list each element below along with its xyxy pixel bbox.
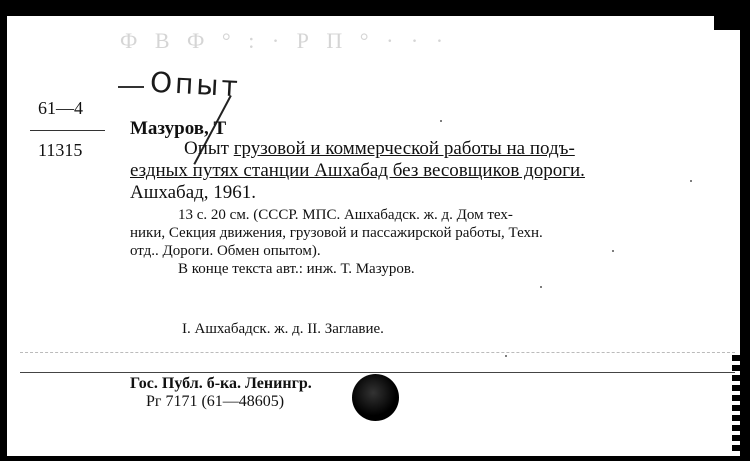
shelf-mark: 61—4 [38,98,83,118]
scan-border-bottom [0,456,750,461]
title-line-3: Ашхабад, 1961. [130,182,257,203]
author-heading: Мазуров, Т [130,118,227,139]
library-name: Гос. Публ. б-ка. Ленингр. [130,375,312,392]
bleed-through-text: Ф В Ф ° : · Р П ° · · · [120,28,450,53]
description-line-4: В конце текста авт.: инж. Т. Мазуров. [178,261,415,277]
scan-speck [612,250,614,252]
description-line-2: ники, Секция движения, грузовой и пассажирской работы, Техн. [130,225,543,241]
title-underlined: грузовой и коммерческой работы на подъ- [233,138,575,159]
scan-border-left [0,0,7,461]
scan-speck [540,286,542,288]
footer-rule [20,372,735,373]
handwritten-dash [118,86,144,88]
library-code: Рг 7171 (61—48605) [146,393,285,410]
handwritten-note: Опыт [149,65,242,104]
scan-speck [505,355,507,357]
scan-speck [690,180,692,182]
tracings: I. Ашхабадск. ж. д. II. Заглавие. [182,321,384,337]
description-line-1: 13 с. 20 см. (СССР. МПС. Ашхабадск. ж. д. Дом тех- [178,207,513,223]
scan-speck [440,120,442,122]
inventory-number: 11315 [38,140,83,160]
title-line-2: ездных путях станции Ашхабад без весовщиков дороги. [130,160,585,181]
shelf-mark-rule [30,130,105,131]
description-line-3: отд.. Дороги. Обмен опытом). [130,243,321,259]
scan-border-top [0,0,750,16]
footer-dashed-rule [20,352,735,353]
scan-border-right-notch [732,355,740,455]
punch-hole-stamp [352,374,399,421]
title-line-1 [184,138,575,160]
scan-border-right [740,0,750,461]
title-prefix: Опыт [184,138,229,159]
